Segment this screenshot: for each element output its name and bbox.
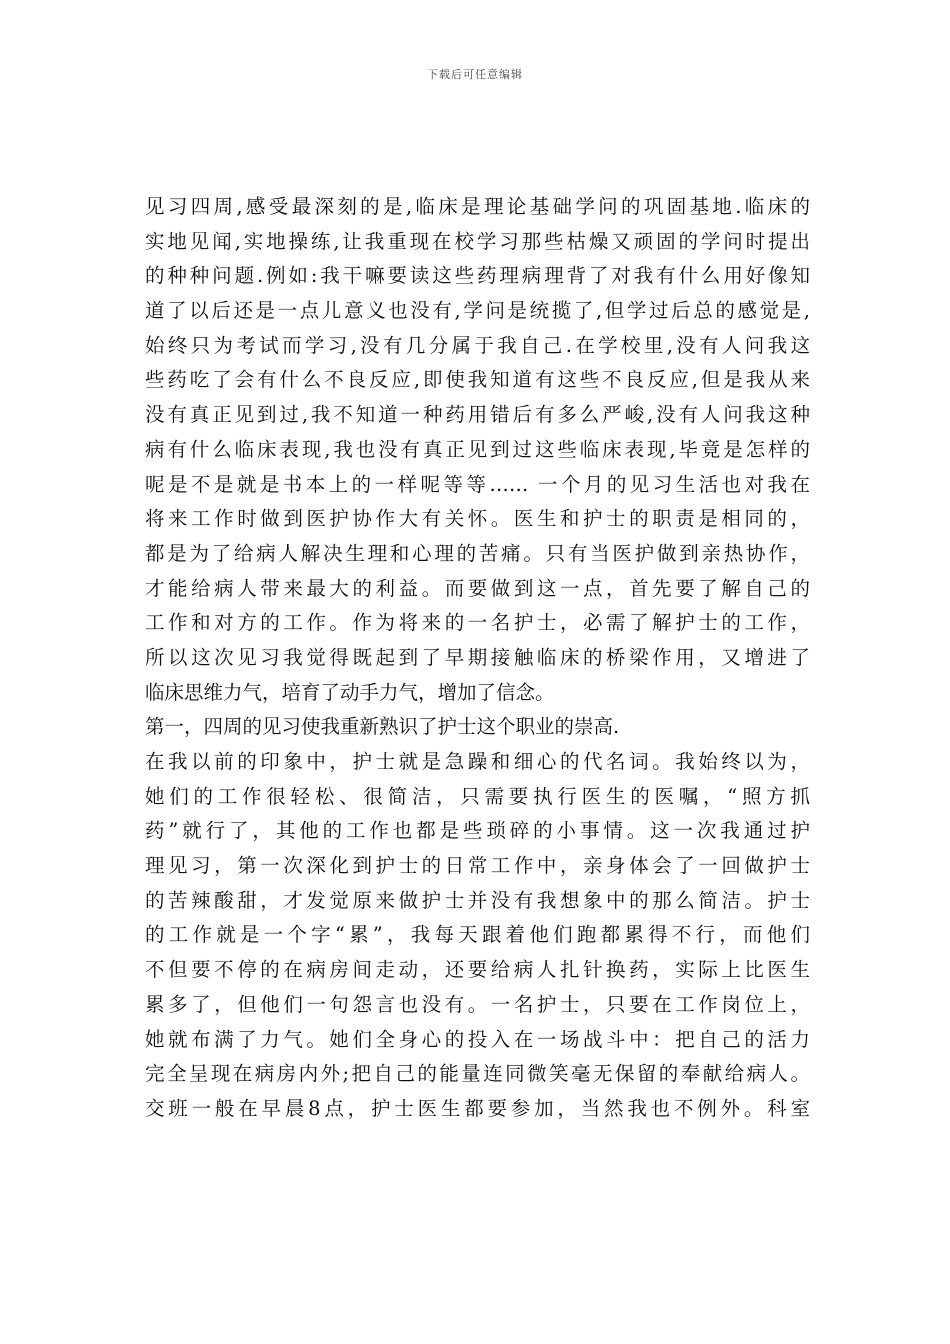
paragraph-line: 交班一般在早晨8点，护士医生都要参加，当然我也不例外。科室 — [145, 1096, 810, 1120]
page-header: 下载后可任意编辑 — [427, 68, 523, 81]
paragraph-line: 的工作就是一个字“累”，我每天跟着他们跑都累得不行，而他们 — [145, 923, 810, 947]
paragraph-line: 道了以后还是一点儿意义也没有,学问是统揽了,但学过后总的感觉是, — [145, 299, 810, 323]
paragraph-line: 的种种问题.例如:我干嘛要读这些药理病理背了对我有什么用好像知 — [145, 264, 810, 288]
paragraph-line: 病有什么临床表现,我也没有真正见到过这些临床表现,毕竟是怎样的 — [145, 437, 810, 461]
paragraph-line: 呢是不是就是书本上的一样呢等等…… 一个月的见习生活也对我在 — [145, 472, 810, 496]
paragraph-line: 她们的工作很轻松、很简洁，只需要执行医生的医嘱，“照方抓 — [145, 784, 810, 808]
paragraph-line: 临床思维力气，培育了动手力气，增加了信念。 — [145, 680, 555, 704]
document-body — [145, 190, 810, 1127]
paragraph-line: 不但要不停的在病房间走动，还要给病人扎针换药，实际上比医生 — [145, 958, 810, 982]
section-heading-line: 第一，四周的见习使我重新熟识了护士这个职业的崇高. — [145, 715, 620, 739]
paragraph-line: 所以这次见习我觉得既起到了早期接触临床的桥梁作用，又增进了 — [145, 645, 810, 669]
paragraph-line: 在我以前的印象中，护士就是急躁和细心的代名词。我始终以为， — [145, 750, 810, 773]
paragraph-line: 理见习，第一次深化到护士的日常工作中，亲身体会了一回做护士 — [145, 854, 810, 878]
paragraph-line: 些药吃了会有什么不良反应,即使我知道有这些不良反应,但是我从来 — [145, 368, 810, 392]
paragraph-line: 工作和对方的工作。作为将来的一名护士，必需了解护士的工作， — [145, 611, 810, 635]
paragraph-line: 见习四周,感受最深刻的是,临床是理论基础学问的巩固基地.临床的 — [145, 195, 810, 218]
paragraph-line: 的苦辣酸甜，才发觉原来做护士并没有我想象中的那么简洁。护士 — [145, 888, 810, 912]
paragraph-line: 实地见闻,实地操练,让我重现在校学习那些枯燥又顽固的学问时提出 — [145, 229, 810, 253]
paragraph-line: 都是为了给病人解决生理和心理的苦痛。只有当医护做到亲热协作， — [145, 541, 810, 565]
paragraph-line: 累多了，但他们一句怨言也没有。一名护士，只要在工作岗位上， — [145, 992, 810, 1016]
paragraph-line: 完全呈现在病房内外;把自己的能量连同微笑毫无保留的奉献给病人。 — [145, 1062, 810, 1086]
paragraph-line: 她就布满了力气。她们全身心的投入在一场战斗中：把自己的活力 — [145, 1027, 810, 1051]
paragraph-line: 药”就行了，其他的工作也都是些琐碎的小事情。这一次我通过护 — [145, 819, 810, 843]
paragraph-line: 没有真正见到过,我不知道一种药用错后有多么严峻,没有人问我这种 — [145, 403, 810, 427]
paragraph-line: 才能给病人带来最大的利益。而要做到这一点，首先要了解自己的 — [145, 576, 810, 600]
paragraph-line: 始终只为考试而学习,没有几分属于我自己.在学校里,没有人问我这 — [145, 333, 810, 357]
paragraph-line: 将来工作时做到医护协作大有关怀。医生和护士的职责是相同的， — [145, 507, 810, 531]
